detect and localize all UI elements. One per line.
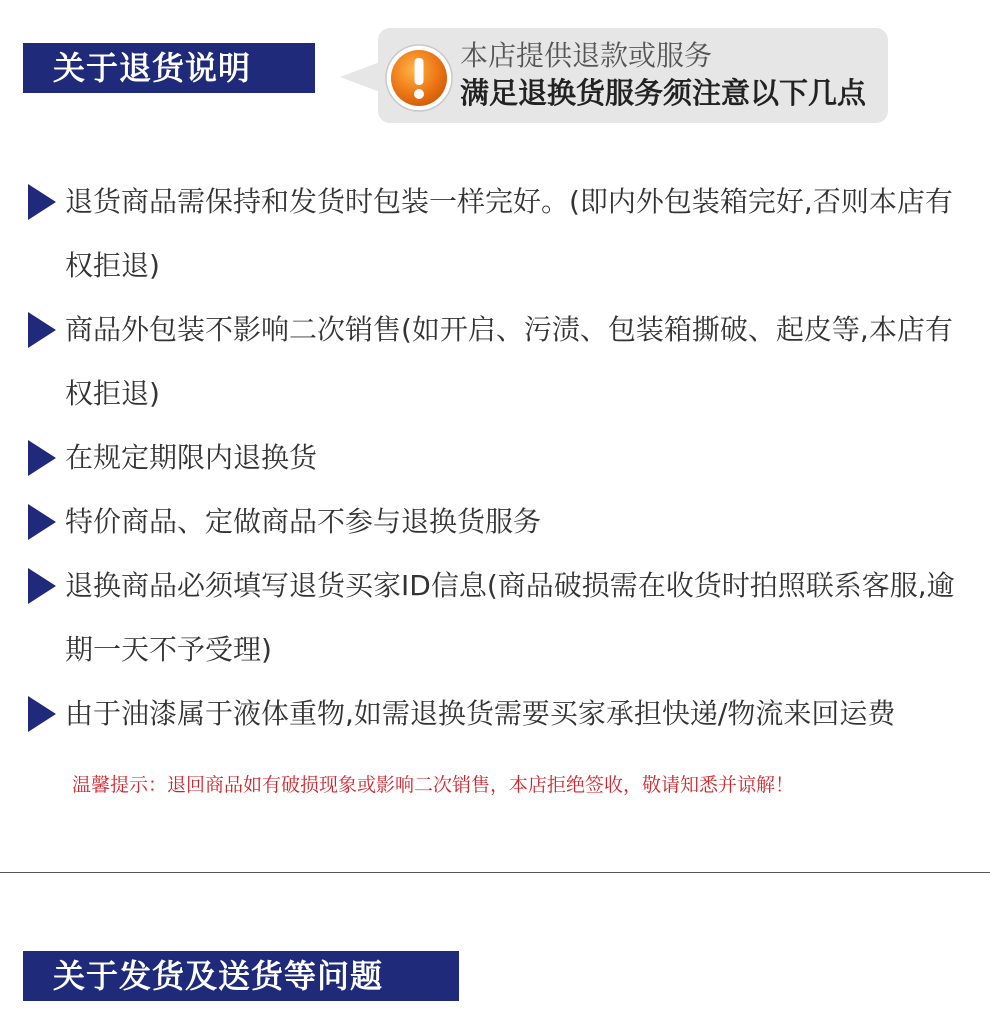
notice-bubble-tail (340, 62, 380, 92)
triangle-bullet-icon (28, 504, 56, 540)
rule-text: 在规定期限内退换货 (65, 441, 318, 474)
section-divider (0, 872, 990, 873)
rule-item (0, 170, 990, 298)
rule-item (0, 554, 990, 682)
return-rules-list (0, 170, 990, 746)
rule-text: 由于油漆属于液体重物,如需退换货需要买家承担快递/物流来回运费 (65, 697, 896, 730)
warm-tip: 温馨提示：退回商品如有破损现象或影响二次销售，本店拒绝签收，敬请知悉并谅解！ (72, 774, 795, 796)
rule-text: 退货商品需保持和发货时包装一样完好。(即内外包装箱完好,否则本店有权拒退) (65, 185, 953, 282)
triangle-bullet-icon (28, 184, 56, 220)
returns-section-title: 关于退货说明 (23, 43, 315, 93)
rule-item (0, 426, 990, 490)
rule-item (0, 682, 990, 746)
triangle-bullet-icon (28, 312, 56, 348)
rule-item (0, 298, 990, 426)
warning-icon (384, 43, 454, 113)
notice-line-secondary: 满足退换货服务须注意以下几点 (460, 76, 867, 110)
rule-item (0, 490, 990, 554)
rule-text: 特价商品、定做商品不参与退换货服务 (65, 505, 542, 538)
shipping-section-title: 关于发货及送货等问题 (23, 951, 459, 1001)
rule-text: 退换商品必须填写退货买家ID信息(商品破损需在收货时拍照联系客服,逾期一天不予受理) (65, 569, 955, 666)
rule-text: 商品外包装不影响二次销售(如开启、污渍、包装箱撕破、起皮等,本店有权拒退) (65, 313, 953, 410)
triangle-bullet-icon (28, 440, 56, 476)
notice-line-primary: 本店提供退款或服务 (460, 39, 713, 72)
triangle-bullet-icon (28, 568, 56, 604)
triangle-bullet-icon (28, 696, 56, 732)
